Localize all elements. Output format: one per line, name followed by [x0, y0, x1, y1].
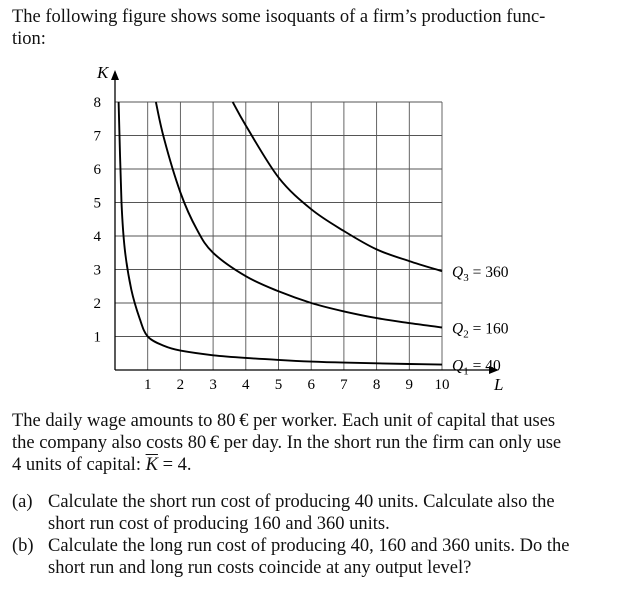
x-tick-label: 1: [143, 377, 152, 393]
chart-series-labels: [452, 264, 509, 377]
question-a-line-1: Calculate the short run cost of producing 40 units. Calculate also the: [48, 492, 555, 512]
y-tick-label: 5: [93, 195, 101, 212]
x-tick-label: 4: [242, 377, 250, 393]
series-label-q2: $Q_2 = 160$: [452, 320, 509, 341]
question-b-label: (b): [12, 536, 34, 556]
y-tick-label: 4: [93, 229, 101, 245]
y-tick-label: 8: [93, 95, 101, 111]
wage-line-1: The daily wage amounts to 80 € per worker. Each unit of capital that uses: [12, 411, 556, 431]
intro-line-2: tion:: [12, 29, 46, 49]
x-tick-label: 7: [340, 377, 348, 393]
chart-series: [119, 102, 442, 365]
y-tick-label: 2: [93, 296, 101, 312]
isoquant-curve-q3: [233, 102, 442, 271]
y-axis-label: K: [97, 63, 109, 82]
question-b-line-1: Calculate the long run cost of producing 40, 160 and 360 units. Do the: [48, 536, 570, 556]
y-tick-label: 6: [93, 162, 101, 178]
question-a-line-2: short run cost of producing 160 and 360 units.: [48, 514, 390, 534]
wage-line-2: the company also costs 80 € per day. In the short run the firm can only use: [12, 433, 562, 453]
wage-line-3a: 4 units of capital:: [12, 455, 146, 475]
question-a-text: [48, 491, 616, 535]
x-tick-label: 8: [372, 377, 381, 393]
x-tick-label: 10: [434, 377, 450, 393]
wage-line-3b: = 4.: [157, 455, 192, 475]
x-tick-label: 6: [307, 377, 315, 393]
intro-line-1: The following figure shows some isoquants of a firm’s production func-: [12, 7, 546, 27]
y-tick-label: 7: [93, 128, 101, 145]
x-tick-label: 9: [405, 377, 414, 393]
y-tick-label: 1: [93, 329, 101, 346]
chart-ticks: [94, 95, 450, 393]
x-axis-label: L: [494, 375, 504, 394]
y-axis-arrow-icon: [111, 70, 119, 80]
series-label-q1: $Q_1 = 40$: [452, 357, 501, 378]
wage-paragraph: [12, 410, 612, 476]
x-tick-label: 5: [274, 377, 283, 393]
series-label-q3: $Q_3 = 360$: [452, 264, 509, 285]
wage-line-3: [12, 454, 612, 476]
y-tick-label: 3: [93, 262, 101, 279]
k-bar-symbol: $\overline{K}$: [145, 455, 158, 475]
x-tick-label: 3: [209, 377, 217, 393]
x-tick-label: 2: [176, 377, 185, 393]
question-b-text: [48, 535, 616, 579]
isoquant-curve-q1: [119, 102, 442, 365]
question-a-label: (a): [12, 492, 33, 512]
question-b-line-2: short run and long run costs coincide at any output level?: [48, 558, 472, 578]
